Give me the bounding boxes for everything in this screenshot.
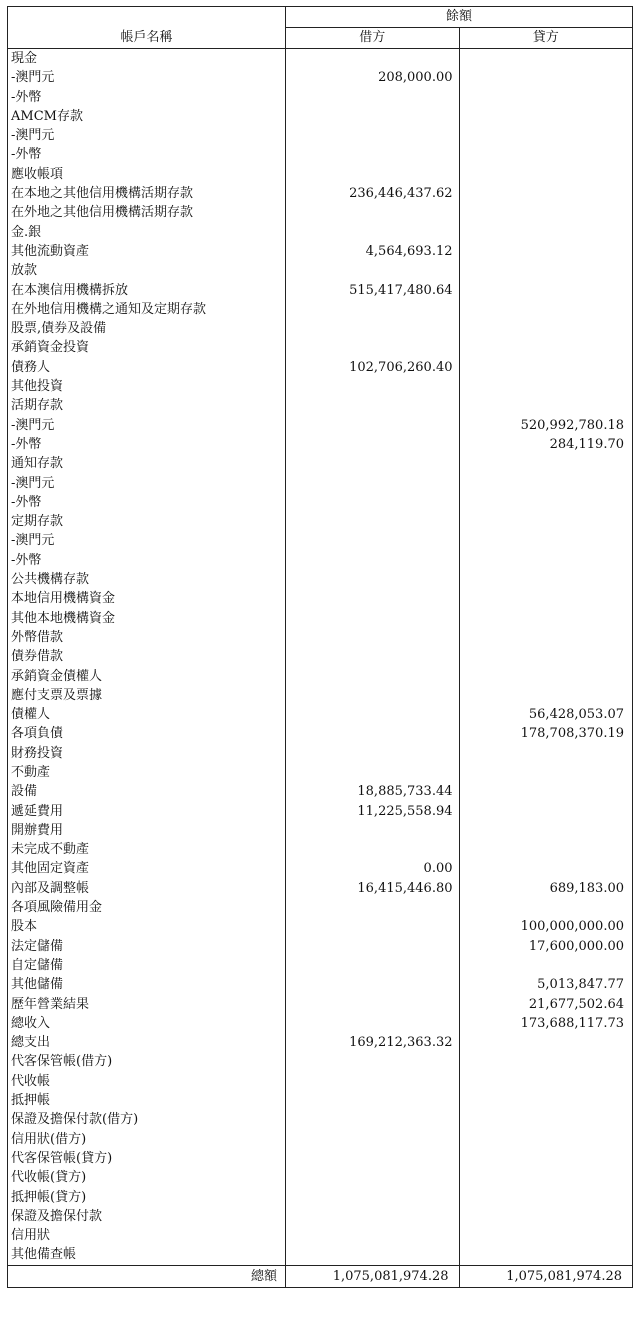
account-name-cell: 總收入 xyxy=(8,1014,286,1033)
credit-cell xyxy=(459,454,633,473)
table-row xyxy=(8,454,633,473)
table-row xyxy=(8,821,633,840)
account-name-cell: 抵押帳 xyxy=(8,1091,286,1110)
debit-cell xyxy=(286,377,460,396)
debit-cell xyxy=(286,531,460,550)
debit-cell xyxy=(286,763,460,782)
table-row xyxy=(8,1245,633,1265)
credit-cell xyxy=(459,647,633,666)
table-row xyxy=(8,1149,633,1168)
credit-cell xyxy=(459,107,633,126)
account-name-cell: -澳門元 xyxy=(8,531,286,550)
table-row xyxy=(8,493,633,512)
account-name-cell: -外幣 xyxy=(8,435,286,454)
credit-cell: 100,000,000.00 xyxy=(459,917,633,936)
credit-cell xyxy=(459,396,633,415)
credit-cell xyxy=(459,126,633,145)
debit-cell xyxy=(286,628,460,647)
table-row xyxy=(8,1033,633,1052)
credit-cell xyxy=(459,1245,633,1265)
account-name-cell: AMCM存款 xyxy=(8,107,286,126)
debit-cell xyxy=(286,416,460,435)
account-name-cell: 其他投資 xyxy=(8,377,286,396)
debit-cell xyxy=(286,1091,460,1110)
debit-cell xyxy=(286,435,460,454)
table-row xyxy=(8,705,633,724)
account-name-header: 帳戶名稱 xyxy=(8,28,286,49)
table-row xyxy=(8,995,633,1014)
table-row xyxy=(8,1052,633,1071)
debit-cell xyxy=(286,589,460,608)
debit-cell xyxy=(286,396,460,415)
table-row xyxy=(8,1226,633,1245)
debit-cell xyxy=(286,995,460,1014)
credit-cell xyxy=(459,1226,633,1245)
account-name-cell: 在本地之其他信用機構活期存款 xyxy=(8,184,286,203)
account-name-cell: 活期存款 xyxy=(8,396,286,415)
account-name-cell: -澳門元 xyxy=(8,416,286,435)
debit-cell xyxy=(286,1207,460,1226)
debit-cell xyxy=(286,609,460,628)
total-label: 總額 xyxy=(8,1265,286,1287)
debit-cell: 515,417,480.64 xyxy=(286,281,460,300)
debit-cell xyxy=(286,300,460,319)
debit-cell xyxy=(286,203,460,222)
credit-cell xyxy=(459,358,633,377)
debit-cell xyxy=(286,1014,460,1033)
credit-cell: 56,428,053.07 xyxy=(459,705,633,724)
debit-cell: 4,564,693.12 xyxy=(286,242,460,261)
total-credit: 1,075,081,974.28 xyxy=(459,1265,633,1287)
table-row xyxy=(8,570,633,589)
account-name-cell: 信用狀(借方) xyxy=(8,1130,286,1149)
account-name-cell: 財務投資 xyxy=(8,744,286,763)
account-name-cell: 股票,債券及設備 xyxy=(8,319,286,338)
debit-cell xyxy=(286,570,460,589)
table-row xyxy=(8,744,633,763)
account-name-cell: 債務人 xyxy=(8,358,286,377)
table-row xyxy=(8,474,633,493)
credit-cell xyxy=(459,1091,633,1110)
debit-cell xyxy=(286,1130,460,1149)
table-row xyxy=(8,937,633,956)
account-name-cell: 各項風險備用金 xyxy=(8,898,286,917)
table-row xyxy=(8,956,633,975)
debit-cell xyxy=(286,744,460,763)
account-name-cell: 其他備查帳 xyxy=(8,1245,286,1265)
table-row xyxy=(8,1130,633,1149)
debit-cell xyxy=(286,512,460,531)
credit-cell: 520,992,780.18 xyxy=(459,416,633,435)
account-name-cell: 現金 xyxy=(8,49,286,69)
account-name-cell: -外幣 xyxy=(8,551,286,570)
account-name-cell: -外幣 xyxy=(8,145,286,164)
header-row-bottom xyxy=(8,28,633,49)
debit-cell xyxy=(286,956,460,975)
table-row xyxy=(8,763,633,782)
debit-cell xyxy=(286,1149,460,1168)
table-row xyxy=(8,975,633,994)
account-name-cell: 代收帳(貸方) xyxy=(8,1168,286,1187)
table-row xyxy=(8,223,633,242)
account-name-cell: 在外地之其他信用機構活期存款 xyxy=(8,203,286,222)
account-name-cell: 開辦費用 xyxy=(8,821,286,840)
debit-cell xyxy=(286,917,460,936)
debit-cell xyxy=(286,724,460,743)
balance-header: 餘額 xyxy=(286,7,633,28)
table-row xyxy=(8,68,633,87)
table-row xyxy=(8,647,633,666)
account-name-cell: 各項負債 xyxy=(8,724,286,743)
credit-cell: 21,677,502.64 xyxy=(459,995,633,1014)
credit-cell xyxy=(459,1052,633,1071)
debit-cell xyxy=(286,107,460,126)
account-name-cell: 自定儲備 xyxy=(8,956,286,975)
debit-cell xyxy=(286,1168,460,1187)
credit-cell xyxy=(459,744,633,763)
account-name-cell: 金.銀 xyxy=(8,223,286,242)
table-row xyxy=(8,628,633,647)
credit-cell xyxy=(459,551,633,570)
debit-cell xyxy=(286,454,460,473)
table-row xyxy=(8,281,633,300)
credit-cell xyxy=(459,474,633,493)
table-row xyxy=(8,512,633,531)
debit-cell xyxy=(286,667,460,686)
credit-cell xyxy=(459,667,633,686)
table-row xyxy=(8,319,633,338)
debit-cell xyxy=(286,1226,460,1245)
table-row xyxy=(8,242,633,261)
credit-cell xyxy=(459,242,633,261)
debit-cell xyxy=(286,821,460,840)
table-row xyxy=(8,724,633,743)
debit-cell: 208,000.00 xyxy=(286,68,460,87)
account-name-cell: 內部及調整帳 xyxy=(8,879,286,898)
credit-cell xyxy=(459,1149,633,1168)
table-row xyxy=(8,416,633,435)
account-name-cell: 代客保管帳(借方) xyxy=(8,1052,286,1071)
debit-header: 借方 xyxy=(286,28,460,49)
debit-cell xyxy=(286,49,460,69)
table-row xyxy=(8,551,633,570)
debit-cell xyxy=(286,840,460,859)
credit-cell xyxy=(459,338,633,357)
credit-cell xyxy=(459,300,633,319)
table-row xyxy=(8,300,633,319)
header-row-top xyxy=(8,7,633,28)
credit-header: 貸方 xyxy=(459,28,633,49)
table-row xyxy=(8,898,633,917)
debit-cell xyxy=(286,937,460,956)
table-row xyxy=(8,840,633,859)
table-row xyxy=(8,1110,633,1129)
account-name-cell: 歷年營業結果 xyxy=(8,995,286,1014)
account-name-cell: 未完成不動產 xyxy=(8,840,286,859)
credit-cell xyxy=(459,512,633,531)
table-row xyxy=(8,358,633,377)
total-row xyxy=(8,1265,633,1287)
account-name-cell: 承銷資金投資 xyxy=(8,338,286,357)
debit-cell xyxy=(286,975,460,994)
table-row xyxy=(8,1014,633,1033)
credit-cell xyxy=(459,88,633,107)
account-name-cell: -外幣 xyxy=(8,88,286,107)
account-name-cell: 承銷資金債權人 xyxy=(8,667,286,686)
account-name-cell: -外幣 xyxy=(8,493,286,512)
table-row xyxy=(8,377,633,396)
table-row xyxy=(8,802,633,821)
debit-cell xyxy=(286,1245,460,1265)
table-row xyxy=(8,88,633,107)
credit-cell xyxy=(459,570,633,589)
credit-cell xyxy=(459,686,633,705)
credit-cell: 284,119.70 xyxy=(459,435,633,454)
table-row xyxy=(8,1168,633,1187)
account-name-cell: 外幣借款 xyxy=(8,628,286,647)
debit-cell: 0.00 xyxy=(286,859,460,878)
table-row xyxy=(8,49,633,69)
table-row xyxy=(8,435,633,454)
account-name-cell: 抵押帳(貸方) xyxy=(8,1188,286,1207)
credit-cell xyxy=(459,1168,633,1187)
account-name-cell: 法定儲備 xyxy=(8,937,286,956)
debit-cell: 236,446,437.62 xyxy=(286,184,460,203)
credit-cell xyxy=(459,184,633,203)
credit-cell xyxy=(459,859,633,878)
credit-cell xyxy=(459,763,633,782)
debit-cell xyxy=(286,126,460,145)
account-name-cell: -澳門元 xyxy=(8,68,286,87)
credit-cell xyxy=(459,1110,633,1129)
credit-cell xyxy=(459,68,633,87)
table-row xyxy=(8,917,633,936)
credit-cell xyxy=(459,956,633,975)
debit-cell: 16,415,446.80 xyxy=(286,879,460,898)
debit-cell xyxy=(286,338,460,357)
credit-cell xyxy=(459,782,633,801)
debit-cell: 11,225,558.94 xyxy=(286,802,460,821)
debit-cell xyxy=(286,898,460,917)
table-row xyxy=(8,184,633,203)
credit-cell xyxy=(459,1072,633,1091)
table-row xyxy=(8,1207,633,1226)
table-row xyxy=(8,859,633,878)
debit-cell xyxy=(286,1110,460,1129)
account-name-cell: 設備 xyxy=(8,782,286,801)
credit-cell xyxy=(459,377,633,396)
credit-cell xyxy=(459,493,633,512)
credit-cell: 689,183.00 xyxy=(459,879,633,898)
debit-cell xyxy=(286,261,460,280)
table-row xyxy=(8,609,633,628)
credit-cell xyxy=(459,1188,633,1207)
credit-cell xyxy=(459,1207,633,1226)
credit-cell: 17,600,000.00 xyxy=(459,937,633,956)
account-name-cell: 總支出 xyxy=(8,1033,286,1052)
credit-cell xyxy=(459,203,633,222)
credit-cell xyxy=(459,49,633,69)
credit-cell: 178,708,370.19 xyxy=(459,724,633,743)
table-row xyxy=(8,261,633,280)
total-debit: 1,075,081,974.28 xyxy=(286,1265,460,1287)
debit-cell xyxy=(286,1188,460,1207)
debit-cell xyxy=(286,319,460,338)
debit-cell xyxy=(286,223,460,242)
table-row xyxy=(8,531,633,550)
credit-cell xyxy=(459,531,633,550)
account-name-cell: 信用狀 xyxy=(8,1226,286,1245)
credit-cell: 173,688,117.73 xyxy=(459,1014,633,1033)
debit-cell xyxy=(286,551,460,570)
account-name-cell: 保證及擔保付款 xyxy=(8,1207,286,1226)
header-blank-cell xyxy=(8,7,286,28)
account-name-cell: 保證及擔保付款(借方) xyxy=(8,1110,286,1129)
table-row xyxy=(8,879,633,898)
debit-cell xyxy=(286,474,460,493)
table-row xyxy=(8,145,633,164)
table-row xyxy=(8,1072,633,1091)
credit-cell xyxy=(459,319,633,338)
credit-cell xyxy=(459,628,633,647)
table-row xyxy=(8,338,633,357)
debit-cell xyxy=(286,145,460,164)
table-row xyxy=(8,782,633,801)
debit-cell: 102,706,260.40 xyxy=(286,358,460,377)
table-row xyxy=(8,1188,633,1207)
table-row xyxy=(8,686,633,705)
table-row xyxy=(8,396,633,415)
account-name-cell: 通知存款 xyxy=(8,454,286,473)
account-name-cell: 在外地信用機構之通知及定期存款 xyxy=(8,300,286,319)
table-row xyxy=(8,589,633,608)
account-name-cell: 公共機構存款 xyxy=(8,570,286,589)
account-name-cell: 放款 xyxy=(8,261,286,280)
account-name-cell: -澳門元 xyxy=(8,126,286,145)
table-row xyxy=(8,203,633,222)
debit-cell xyxy=(286,88,460,107)
debit-cell: 169,212,363.32 xyxy=(286,1033,460,1052)
credit-cell xyxy=(459,145,633,164)
account-name-cell: 在本澳信用機構拆放 xyxy=(8,281,286,300)
credit-cell xyxy=(459,1033,633,1052)
credit-cell xyxy=(459,802,633,821)
debit-cell xyxy=(286,1052,460,1071)
debit-cell xyxy=(286,165,460,184)
account-name-cell: 定期存款 xyxy=(8,512,286,531)
debit-cell xyxy=(286,705,460,724)
account-name-cell: 遞延費用 xyxy=(8,802,286,821)
account-name-cell: 本地信用機構資金 xyxy=(8,589,286,608)
credit-cell xyxy=(459,281,633,300)
table-row xyxy=(8,667,633,686)
account-name-cell: -澳門元 xyxy=(8,474,286,493)
debit-cell xyxy=(286,1072,460,1091)
account-name-cell: 股本 xyxy=(8,917,286,936)
credit-cell xyxy=(459,223,633,242)
credit-cell xyxy=(459,898,633,917)
account-name-cell: 代收帳 xyxy=(8,1072,286,1091)
table-row xyxy=(8,126,633,145)
debit-cell xyxy=(286,493,460,512)
debit-cell xyxy=(286,686,460,705)
account-rows xyxy=(8,49,633,1266)
table-row xyxy=(8,165,633,184)
account-name-cell: 應付支票及票據 xyxy=(8,686,286,705)
credit-cell xyxy=(459,261,633,280)
account-name-cell: 債券借款 xyxy=(8,647,286,666)
credit-cell xyxy=(459,609,633,628)
account-name-cell: 不動產 xyxy=(8,763,286,782)
table-row xyxy=(8,1091,633,1110)
account-name-cell: 債權人 xyxy=(8,705,286,724)
debit-cell xyxy=(286,647,460,666)
credit-cell xyxy=(459,1130,633,1149)
table-row xyxy=(8,107,633,126)
credit-cell xyxy=(459,821,633,840)
account-name-cell: 應收帳項 xyxy=(8,165,286,184)
debit-cell: 18,885,733.44 xyxy=(286,782,460,801)
account-name-cell: 其他本地機構資金 xyxy=(8,609,286,628)
account-name-cell: 其他固定資產 xyxy=(8,859,286,878)
account-name-cell: 其他流動資產 xyxy=(8,242,286,261)
account-name-cell: 代客保管帳(貸方) xyxy=(8,1149,286,1168)
account-name-cell: 其他儲備 xyxy=(8,975,286,994)
credit-cell: 5,013,847.77 xyxy=(459,975,633,994)
trial-balance-table xyxy=(7,6,633,1288)
credit-cell xyxy=(459,840,633,859)
credit-cell xyxy=(459,589,633,608)
credit-cell xyxy=(459,165,633,184)
